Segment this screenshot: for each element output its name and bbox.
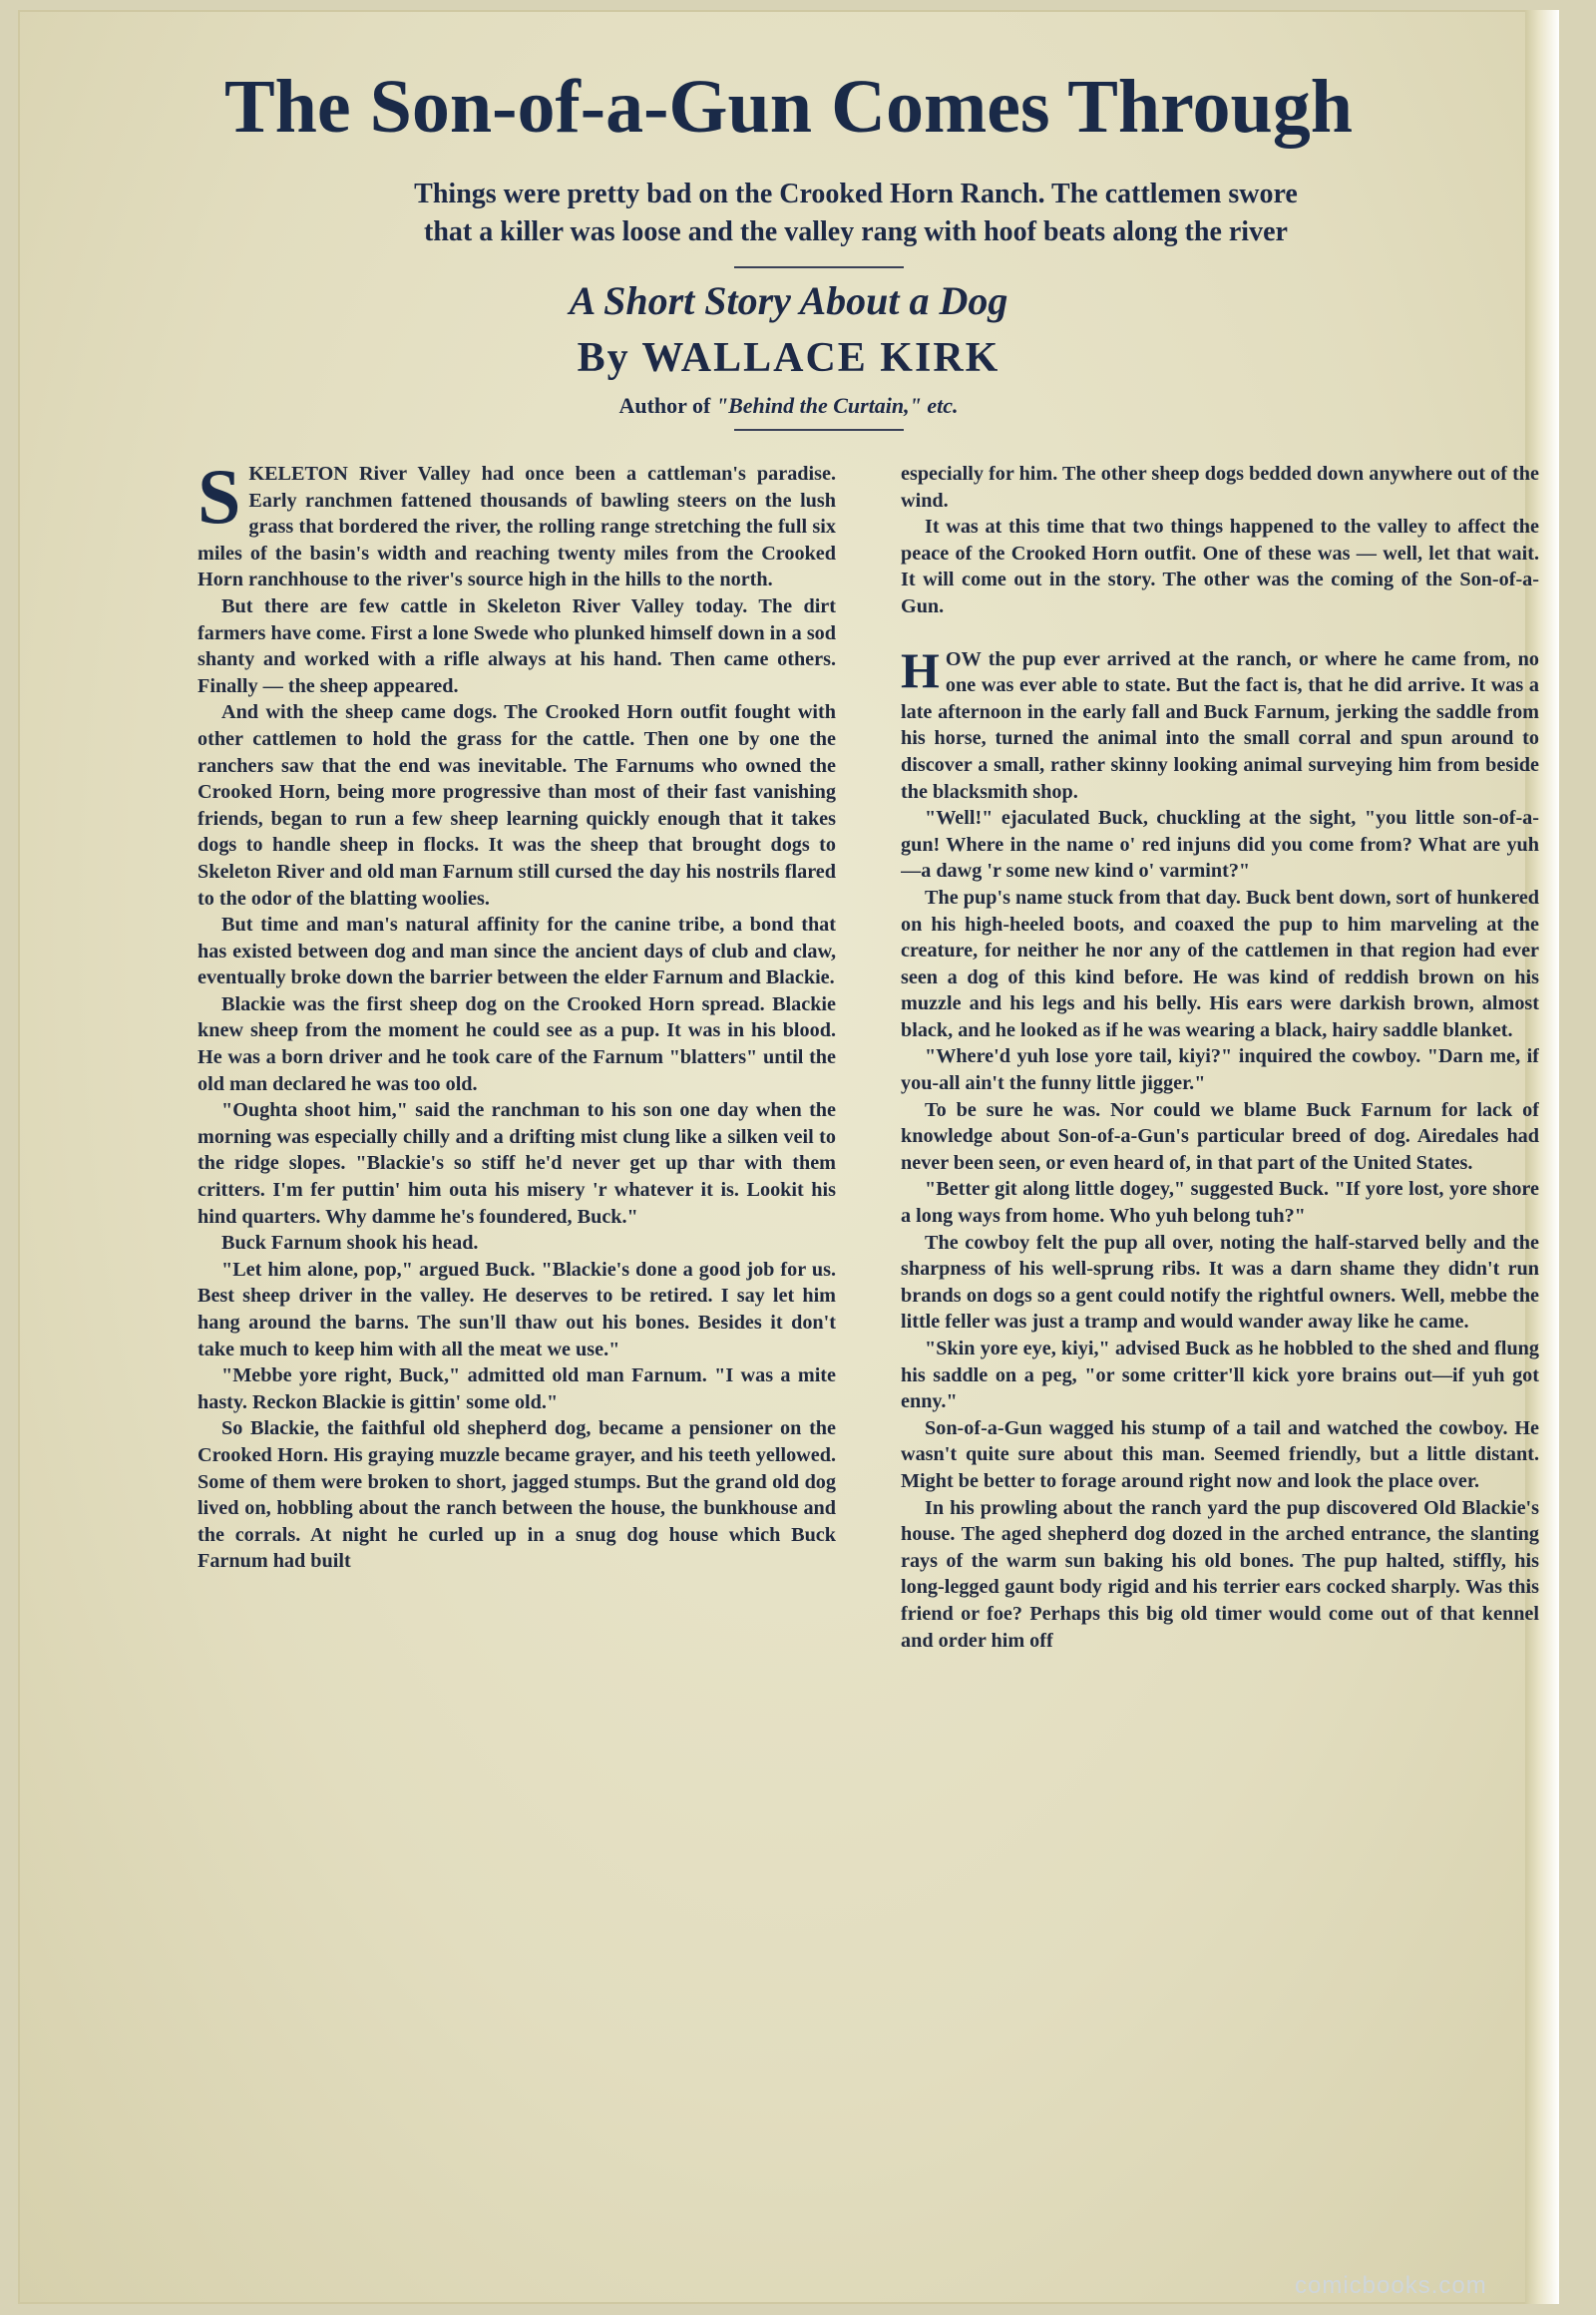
paragraph-text: KELETON River Valley had once been a cattleman's paradise. Early ranchmen fattened thousands of bawling steers on the lush grass that bordered the river, the rolling range stretching the full six miles of the basin's width and reaching twenty miles from the Crooked Horn ranchhouse to the river's source high in the hills to the north. (198, 463, 836, 591)
author-previous-work: "Behind the Curtain," etc. (715, 393, 959, 418)
drop-cap: S (198, 461, 241, 540)
paragraph: Buck Farnum shook his head. (221, 1232, 479, 1255)
paragraph: "Well!" ejaculated Buck, chuckling at the sight, "you little son-of-a-gun! Where in the name o' red injuns did you come from? What are yuh—a dawg 'r some new kind o' varmint?" (901, 807, 1539, 883)
paragraph (198, 461, 836, 593)
paragraph: Blackie was the first sheep dog on the Crooked Horn spread. Blackie knew sheep from the moment he could see as a pup. It was in his blood. He was a born driver and he took care of the Farnum "blatters" until the old man declared he was too old. (198, 992, 836, 1095)
paragraph: It was at this time that two things happened to the valley to affect the peace of the Crooked Horn outfit. One of these was — well, let that wait. It will come out in the story. The other was the coming of the Son-of-a-Gun. (901, 516, 1539, 617)
deck-line-1: Things were pretty bad on the Crooked Horn Ranch. The cattlemen swore (414, 179, 1298, 209)
site-watermark: comicbooks.com (1295, 2272, 1487, 2299)
paragraph: The pup's name stuck from that day. Buck bent down, sort of hunkered on his high-heeled boots, and coaxed the pup to him marveling at the creature, for neither he nor any of the cattlemen in that region had ever seen a dog of this kind before. He was kind of reddish brown on his muzzle and his legs and his belly. His ears were darkish brown, almost black, and he looked as if he was wearing a black, hairy saddle blanket. (901, 886, 1539, 1041)
paragraph: So Blackie, the faithful old shepherd dog, became a pensioner on the Crooked Horn. His graying muzzle became grayer, and his teeth yellowed. Some of them were broken to short, jagged stumps. But the grand old dog lived on, hobbling about the ranch between the house, the bunkhouse and the corrals. At night he curled up in a snug dog house which Buck Farnum had built (198, 1417, 836, 1573)
paragraph: Son-of-a-Gun wagged his stump of a tail and watched the cowboy. He wasn't quite sure about this man. Seemed friendly, but a little distant. Might be better to forage around right now and look the place over. (901, 1416, 1539, 1492)
paragraph (901, 641, 1539, 806)
deck-line-2: that a killer was loose and the valley rang with hoof beats along the river (424, 216, 1288, 247)
paragraph: "Oughta shoot him," said the ranchman to his son one day when the morning was especially chilly and a drifting mist clung like a silken veil to the ridge slopes. "Blackie's so stiff he'd never get up thar with them critters. I'm fer puttin' him outa his misery 'r whatever it is. Lookit his hind quarters. Why damme he's foundered, Buck." (198, 1099, 836, 1228)
paragraph: But there are few cattle in Skeleton River Valley today. The dirt farmers have come. First a lone Swede who plunked himself down in a sod shanty and worked with a rifle always at his hand. Then came others. Finally — the sheep appeared. (198, 594, 836, 697)
paragraph: To be sure he was. Nor could we blame Buck Farnum for lack of knowledge about Son-of-a-Gun's particular breed of dog. Airedales had never been seen, or even heard of, in that part of the United States. (901, 1098, 1539, 1174)
author-note-prefix: Author of (618, 393, 716, 418)
story-subtitle: A Short Story About a Dog (569, 278, 1008, 323)
paragraph: "Mebbe yore right, Buck," admitted old man Farnum. "I was a mite hasty. Reckon Blackie is gittin' some old." (198, 1364, 836, 1413)
paragraph: "Where'd yuh lose yore tail, kiyi?" inquired the cowboy. "Darn me, if you-all ain't the funny little jigger." (901, 1045, 1539, 1095)
story-deck (217, 176, 1494, 251)
paragraph: "Skin yore eye, kiyi," advised Buck as he hobbled to the shed and flung his saddle on a peg, "or some critter'll kick yore brains out—if yuh got enny." (901, 1338, 1539, 1413)
divider-rule-bottom (734, 429, 904, 431)
paragraph: "Let him alone, pop," argued Buck. "Blackie's done a good job for us. Best sheep driver in the valley. He deserves to be retired. I say let him hang around the barns. The sun'll thaw out his bones. Besides it don't take much to keep him with all the meat we use." (198, 1258, 836, 1360)
author-note (18, 393, 1559, 419)
paragraph: especially for him. The other sheep dogs bedded down anywhere out of the wind. (901, 463, 1539, 512)
story-title: The Son-of-a-Gun Comes Through (223, 65, 1354, 149)
paragraph: In his prowling about the ranch yard the pup discovered Old Blackie's house. The aged shepherd dog dozed in the arched entrance, the slanting rays of the warm sun baking his old bones. The pup halted, stiffly, his long-legged gaunt body rigid and his terrier ears cocked sharply. Was this friend or foe? Perhaps this big old timer would come out of that kennel and order him off (901, 1496, 1539, 1652)
paragraph: But time and man's natural affinity for the canine tribe, a bond that has existed between dog and man since the ancient days of club and claw, eventually broke down the barrier between the elder Farnum and Blackie. (198, 914, 836, 989)
magazine-page (18, 10, 1559, 2304)
divider-rule-top (734, 266, 904, 268)
story-byline: By WALLACE KIRK (577, 335, 1000, 381)
paragraph: The cowboy felt the pup all over, noting the half-starved belly and the sharpness of his well-sprung ribs. It was a darn shame they didn't run brands on dogs so a gent could notify the rightful owners. Well, mebbe the little feller was just a tramp and would wander away like he came. (901, 1231, 1539, 1334)
paragraph: And with the sheep came dogs. The Crooked Horn outfit fought with other cattlemen to hold the grass for the cattle. Then one by one the ranchers saw that the end was inevitable. The Farnums who owned the Crooked Horn, being more progressive than most of their fast vanishing friends, began to run a few sheep learning quickly enough that it takes dogs to handle sheep in flocks. It was the sheep that brought dogs to Skeleton River and old man Farnum still cursed the day his nostrils flared to the odor of the blatting woolies. (198, 701, 836, 910)
paragraph-text: OW the pup ever arrived at the ranch, or where he came from, no one was ever able to state. But the fact is, that he did arrive. It was a late afternoon in the early fall and Buck Farnum, jerking the saddle from his horse, turned the animal into the small corral and spun around to discover a small, rather skinny looking animal surveying him from beside the blacksmith shop. (901, 647, 1539, 803)
paragraph: "Better git along little dogey," suggested Buck. "If yore lost, yore shore a long ways from home. Who yuh belong tuh?" (901, 1178, 1539, 1228)
drop-cap: H (901, 641, 940, 698)
story-column-right (901, 461, 1539, 2107)
story-column-left (198, 461, 836, 2107)
